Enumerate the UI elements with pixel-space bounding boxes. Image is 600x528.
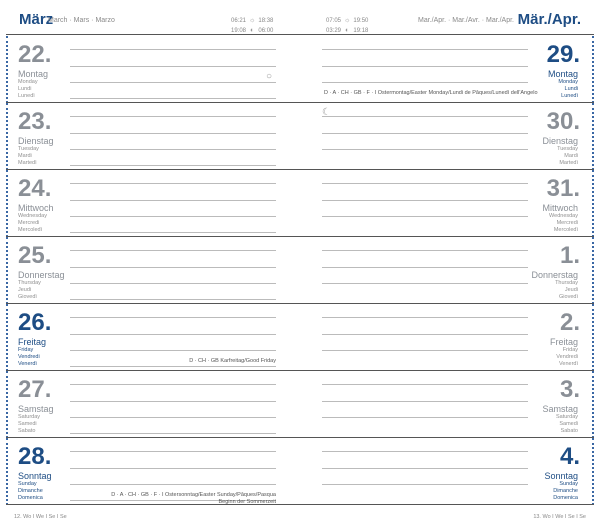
day-number: 23.: [18, 108, 52, 135]
day-name: Freitag: [549, 337, 578, 347]
day-name-translation: Samedi: [18, 421, 37, 427]
day-name-translations: [18, 414, 40, 435]
writing-line[interactable]: [70, 200, 276, 201]
day-name-translation: Sunday: [18, 481, 37, 487]
writing-line[interactable]: [322, 267, 528, 268]
perforation-right: [592, 170, 594, 237]
day-name-translation: Vendredi: [556, 354, 578, 360]
holiday-text: D · CH · GB Karfreitag/Good Friday: [189, 358, 276, 364]
day-name: Mittwoch: [542, 203, 578, 213]
day-name-translations: [18, 280, 41, 301]
day-name-translation: Dimanche: [553, 488, 578, 494]
writing-line[interactable]: [70, 417, 276, 418]
day-number: 1.: [559, 242, 580, 269]
writing-line[interactable]: [322, 484, 528, 485]
day-name-translation: Jeudi: [18, 287, 32, 293]
writing-line[interactable]: [322, 49, 528, 50]
writing-line[interactable]: [322, 350, 528, 351]
day-name: Sonntag: [18, 471, 52, 481]
day-number: 25.: [18, 242, 52, 269]
moon-phase-icon: ○: [266, 71, 273, 82]
day-name-translation: Tuesday: [557, 146, 578, 152]
writing-line[interactable]: [70, 350, 276, 351]
moon-phase-icon: ☾: [322, 107, 331, 118]
writing-line[interactable]: [322, 384, 528, 385]
perforation-right: [592, 36, 594, 103]
perforation-left: [6, 170, 8, 237]
day-name-translation: Friday: [562, 347, 578, 353]
perforation-right: [592, 237, 594, 304]
day-name: Freitag: [18, 337, 47, 347]
writing-line[interactable]: [70, 116, 276, 117]
day-number: 27.: [18, 376, 52, 403]
perforation-right: [592, 371, 594, 438]
sun-moon-times-right: 07:05 ☼ 19:50 03:29 ◐ 19:18: [326, 17, 369, 34]
sun-moon-times-left: 06:21 ☼ 18:38 19:08 ◐ 06:00: [231, 17, 274, 34]
day-name-translation: Jeudi: [564, 287, 578, 293]
day-number: 31.: [546, 175, 580, 202]
writing-line[interactable]: [70, 484, 276, 485]
day-name-translations: [557, 146, 578, 167]
header-rule: [6, 34, 594, 35]
day-number: 4.: [559, 443, 580, 470]
writing-line[interactable]: [70, 216, 276, 217]
day-name-translation: Monday: [18, 79, 38, 85]
writing-line[interactable]: [70, 232, 276, 233]
perforation-right: [592, 304, 594, 371]
day-row: [0, 237, 600, 304]
day-name-translations: [18, 213, 47, 234]
day-number: 3.: [559, 376, 580, 403]
day-name: Montag: [18, 69, 49, 79]
day-separator: [6, 504, 594, 505]
writing-line[interactable]: [70, 433, 276, 434]
perforation-left: [6, 237, 8, 304]
day-name-translations: [558, 79, 578, 100]
writing-line[interactable]: [70, 250, 276, 251]
day-name-translation: Wednesday: [18, 213, 47, 219]
day-name: Samstag: [542, 404, 578, 414]
day-name: Samstag: [18, 404, 54, 414]
day-name: Montag: [547, 69, 578, 79]
day-row: [0, 304, 600, 371]
day-name-translations: [18, 481, 43, 502]
writing-line[interactable]: [322, 216, 528, 217]
day-name-translation: Martedì: [18, 160, 37, 166]
writing-line[interactable]: [322, 451, 528, 452]
writing-line[interactable]: [70, 299, 276, 300]
day-row: [0, 103, 600, 170]
writing-line[interactable]: [70, 468, 276, 469]
writing-line[interactable]: [70, 267, 276, 268]
day-name-translation: Thursday: [555, 280, 578, 286]
writing-line[interactable]: [322, 250, 528, 251]
month-translations-right: Mar./Apr. · Mar./Avr. · Mar./Apr.: [418, 17, 514, 24]
writing-line[interactable]: [70, 149, 276, 150]
day-number: 30.: [546, 108, 580, 135]
writing-line[interactable]: [322, 133, 528, 134]
writing-line[interactable]: [70, 366, 276, 367]
day-number: 28.: [18, 443, 52, 470]
day-name-translation: Samedi: [559, 421, 578, 427]
writing-line[interactable]: [70, 283, 276, 284]
day-name-translation: Vendredi: [18, 354, 40, 360]
day-name-translation: Giovedì: [559, 294, 578, 300]
writing-line[interactable]: [322, 283, 528, 284]
writing-line[interactable]: [70, 183, 276, 184]
day-name-translation: Mercoledì: [553, 227, 578, 233]
day-name-translation: Venerdì: [559, 361, 578, 367]
holiday-text: D · A · CH · GB · F · I Ostersonntag/Easter Sunday/Pâques/Pasqua: [111, 492, 276, 498]
day-name-translations: [18, 146, 39, 167]
writing-line[interactable]: [322, 200, 528, 201]
planner-header: [0, 0, 600, 33]
day-name-translation: Lundi: [564, 86, 578, 92]
day-row: [0, 36, 600, 103]
day-number: 24.: [18, 175, 52, 202]
day-row: [0, 371, 600, 438]
writing-line[interactable]: [70, 98, 276, 99]
writing-line[interactable]: [322, 82, 528, 83]
day-name-translations: [18, 347, 40, 368]
day-name: Sonntag: [544, 471, 578, 481]
moon-icon: ◐: [345, 27, 350, 34]
week-number-right: 13. Wo I We I Se I Se: [533, 514, 586, 520]
day-name-translation: Sabato: [560, 428, 578, 434]
day-number: 26.: [18, 309, 52, 336]
day-name-translation: Giovedì: [18, 294, 37, 300]
day-name-translation: Domenica: [18, 495, 43, 501]
writing-line[interactable]: [70, 334, 276, 335]
writing-line[interactable]: [70, 384, 276, 385]
day-number: 2.: [559, 309, 580, 336]
sun-icon: ☼: [248, 17, 256, 24]
month-title-left: März: [19, 11, 54, 28]
writing-line[interactable]: [322, 468, 528, 469]
writing-line[interactable]: [322, 401, 528, 402]
writing-line[interactable]: [322, 334, 528, 335]
day-name-translations: [18, 79, 38, 100]
day-name: Donnerstag: [531, 270, 578, 280]
writing-line[interactable]: [70, 49, 276, 50]
day-name-translation: Mardi: [564, 153, 578, 159]
day-name-translations: [556, 414, 578, 435]
day-name-translations: [556, 347, 578, 368]
writing-line[interactable]: [322, 183, 528, 184]
day-name-translation: Monday: [558, 79, 578, 85]
writing-line[interactable]: [70, 133, 276, 134]
perforation-left: [6, 438, 8, 505]
week-number-left: 12. Wo I We I Se I Se: [14, 514, 67, 520]
sun-icon: ☼: [343, 17, 351, 24]
day-name-translations: [553, 481, 578, 502]
day-number: 22.: [18, 41, 52, 68]
perforation-left: [6, 371, 8, 438]
perforation-left: [6, 36, 8, 103]
writing-line[interactable]: [322, 317, 528, 318]
writing-line[interactable]: [322, 116, 528, 117]
day-name: Donnerstag: [18, 270, 65, 280]
month-title-right: Mär./Apr.: [517, 11, 581, 28]
day-name-translation: Friday: [18, 347, 34, 353]
day-name-translation: Saturday: [18, 414, 41, 420]
perforation-right: [592, 438, 594, 505]
day-name-translation: Dimanche: [18, 488, 43, 494]
writing-line[interactable]: [70, 66, 276, 67]
day-number: 29.: [546, 41, 580, 68]
perforation-right: [592, 103, 594, 170]
writing-line[interactable]: [70, 451, 276, 452]
day-name-translation: Mercredi: [18, 220, 40, 226]
day-name-translation: Sabato: [18, 428, 36, 434]
day-name-translation: Tuesday: [18, 146, 39, 152]
writing-line[interactable]: [322, 149, 528, 150]
writing-line[interactable]: [322, 66, 528, 67]
day-row: [0, 438, 600, 505]
writing-line[interactable]: [322, 417, 528, 418]
day-name-translation: Wednesday: [549, 213, 578, 219]
day-name-translation: Venerdì: [18, 361, 37, 367]
writing-line[interactable]: [70, 401, 276, 402]
day-name-translation: Thursday: [18, 280, 41, 286]
writing-line[interactable]: [70, 165, 276, 166]
day-name-translation: Domenica: [553, 495, 578, 501]
day-name-translation: Saturday: [555, 414, 578, 420]
day-row: [0, 170, 600, 237]
day-name: Dienstag: [542, 136, 578, 146]
day-name: Mittwoch: [18, 203, 54, 213]
day-name-translation: Mercoledì: [18, 227, 43, 233]
holiday-text: D · A · CH · GB · F · I Ostermontag/Easter Monday/Lundi de Pâques/Lunedì dell'Angelo: [324, 90, 538, 96]
day-name-translation: Lunedì: [18, 93, 35, 99]
moon-icon: ◐: [250, 27, 255, 34]
perforation-left: [6, 103, 8, 170]
day-name: Dienstag: [18, 136, 54, 146]
day-name-translations: [555, 280, 578, 301]
day-name-translation: Lunedì: [561, 93, 578, 99]
month-translations-left: March · Mars · Marzo: [48, 17, 115, 24]
day-name-translation: Martedì: [559, 160, 578, 166]
day-name-translation: Lundi: [18, 86, 32, 92]
day-name-translation: Mardi: [18, 153, 32, 159]
perforation-left: [6, 304, 8, 371]
holiday-note: Beginn der Sommerzeit: [218, 499, 276, 505]
day-name-translation: Sunday: [559, 481, 578, 487]
writing-line[interactable]: [70, 82, 276, 83]
day-name-translation: Mercredi: [556, 220, 578, 226]
day-name-translations: [549, 213, 578, 234]
writing-line[interactable]: [70, 317, 276, 318]
